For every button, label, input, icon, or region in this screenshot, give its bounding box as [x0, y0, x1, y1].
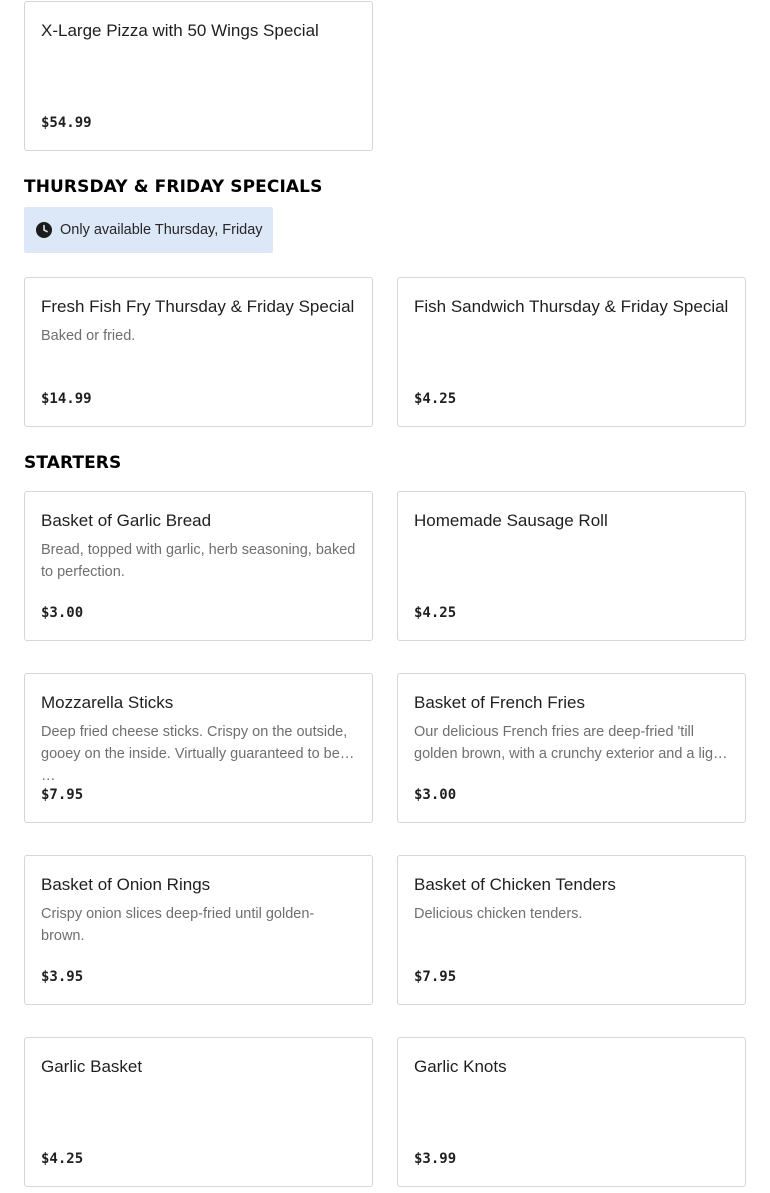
menu-item-card[interactable]: [397, 1037, 746, 1187]
item-name: Garlic Knots: [414, 1057, 507, 1076]
item-price: $3.00: [41, 605, 84, 621]
item-price: $14.99: [41, 391, 92, 407]
item-price: $3.95: [41, 969, 84, 985]
menu-item-card[interactable]: [397, 673, 746, 823]
item-price: $4.25: [414, 391, 457, 407]
item-price: $7.95: [41, 787, 84, 803]
menu-item-card[interactable]: [24, 673, 373, 823]
item-description: Our delicious French fries are deep-fried 'till golden brown, with a crunchy exterior and a lig…: [414, 724, 728, 762]
item-price: $3.00: [414, 787, 457, 803]
menu-item-card[interactable]: [397, 855, 746, 1005]
item-description: Crispy onion slices deep-fried until golden-brown.: [41, 906, 315, 944]
menu-item-card[interactable]: [24, 1037, 373, 1187]
item-price: $3.99: [414, 1151, 457, 1167]
item-name: Fish Sandwich Thursday & Friday Special: [414, 297, 729, 316]
menu-item-card[interactable]: [24, 277, 373, 427]
item-price: $4.25: [414, 605, 457, 621]
availability-text: Only available Thursday, Friday: [60, 222, 263, 238]
menu-item-card[interactable]: [24, 1, 373, 151]
item-name: Mozzarella Sticks: [41, 693, 174, 712]
menu-item-card[interactable]: [397, 277, 746, 427]
item-price: $4.25: [41, 1151, 84, 1167]
item-description: Delicious chicken tenders.: [414, 906, 583, 922]
menu-item-card[interactable]: [24, 491, 373, 641]
menu-item-card[interactable]: [24, 855, 373, 1005]
item-name: X-Large Pizza with 50 Wings Special: [41, 21, 319, 40]
item-name: Homemade Sausage Roll: [414, 511, 608, 530]
item-name: Basket of French Fries: [414, 693, 586, 712]
clock-icon: [36, 222, 52, 238]
section-title-starters: STARTERS: [24, 453, 122, 473]
availability-notice: [24, 207, 273, 253]
item-price: $7.95: [414, 969, 457, 985]
item-description: Bread, topped with garlic, herb seasoning, baked to perfection.: [41, 542, 356, 580]
item-name: Basket of Onion Rings: [41, 875, 211, 894]
item-name: Basket of Chicken Tenders: [414, 875, 616, 894]
item-name: Basket of Garlic Bread: [41, 511, 212, 530]
item-name: Fresh Fish Fry Thursday & Friday Special: [41, 297, 355, 316]
item-name: Garlic Basket: [41, 1057, 143, 1076]
item-description: Baked or fried.: [41, 328, 136, 344]
section-title-thursday-friday-specials: THURSDAY & FRIDAY SPECIALS: [24, 177, 323, 197]
item-description: Deep fried cheese sticks. Crispy on the outside, gooey on the inside. Virtually guaranteed to be …: [41, 724, 348, 784]
menu-item-card[interactable]: [397, 491, 746, 641]
item-price: $54.99: [41, 115, 92, 131]
